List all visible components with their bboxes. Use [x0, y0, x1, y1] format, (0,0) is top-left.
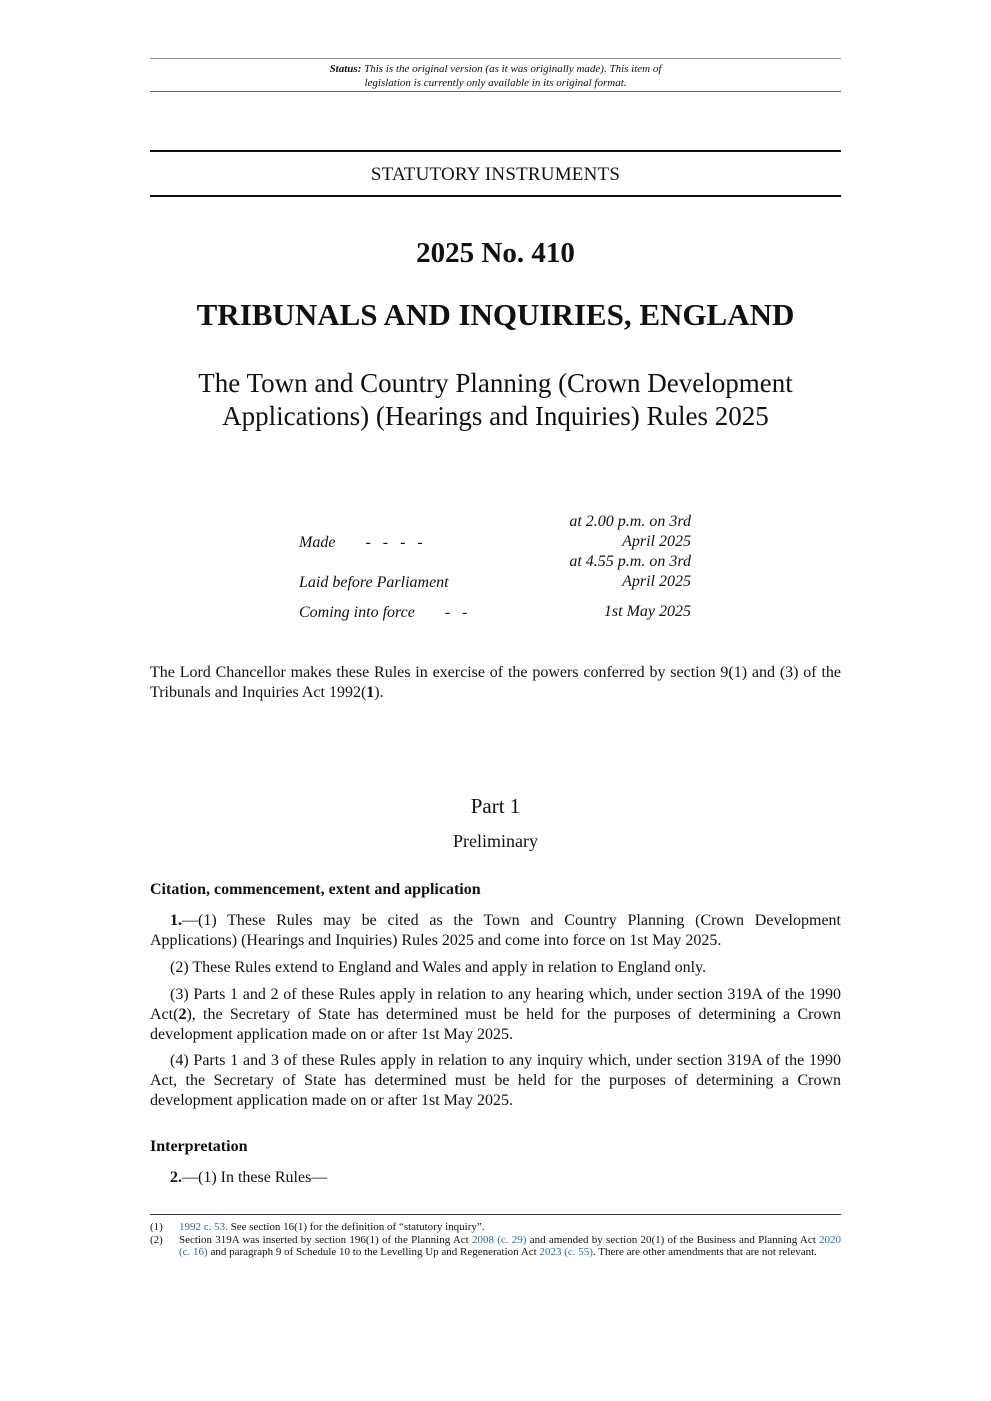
rule1-para4: (4) Parts 1 and 3 of these Rules apply in relation to any inquiry which, under section 319A of the 1990 Act, the Secretary of State has determined must be held for the purposes of determining a Crown development application made on or after 1st May 2025.: [150, 1052, 841, 1109]
status-label: Status:: [329, 63, 362, 75]
force-label: Coming into force - -: [299, 604, 468, 621]
series-heading: STATUTORY INSTRUMENTS: [150, 150, 841, 197]
footnote-2-mark: (2): [150, 1234, 163, 1246]
force-dashes: - -: [444, 604, 468, 621]
status-text: This is the original version (as it was originally made). This item of legislation is currently only available in its original format.: [364, 63, 662, 89]
laid-label: Laid before Parliament: [299, 574, 449, 591]
footnote-2: (2) Section 319A was inserted by section 196(1) of the Planning Act 2008 (c. 29) and amended by section 20(1) of the Business and Planning Act 2020 (c. 16) and paragraph 9 of Schedule 10 to the Levelling Up and Regeneration Act 2023 (c. 55). There are other amendments that are not relevant.: [150, 1234, 842, 1258]
footnote-1: (1) 1992 c. 53. See section 16(1) for the definition of “statutory inquiry”.: [150, 1221, 485, 1233]
footnote-2-link-2008[interactable]: 2008 (c. 29): [471, 1234, 527, 1246]
subject-heading: TRIBUNALS AND INQUIRIES, ENGLAND: [196, 297, 795, 332]
footnote-ref-2[interactable]: 2: [178, 1006, 187, 1023]
title-line-1: The Town and Country Planning (Crown Development: [198, 368, 793, 398]
rule2-para1: 2.—(1) In these Rules—: [170, 1169, 328, 1186]
rule1-para1: 1.—(1) These Rules may be cited as the Town and Country Planning (Crown Development Applications) (Hearings and Inquiries) Rules 2025 and come into force on 1st May 2025.: [150, 912, 841, 949]
status-banner: [150, 58, 841, 92]
force-value: 1st May 2025: [603, 603, 691, 620]
footnote-2-link-2023[interactable]: 2023 (c. 55): [539, 1246, 593, 1258]
instrument-title: [150, 367, 841, 433]
force-row: [299, 592, 691, 622]
si-number: 2025 No. 410: [416, 237, 575, 269]
made-label: Made - - - -: [299, 534, 423, 551]
rule1-para2: (2) These Rules extend to England and Wales and apply in relation to England only.: [170, 959, 707, 976]
part-subtitle: Preliminary: [453, 831, 538, 851]
footnote-ref-1[interactable]: 1: [366, 684, 375, 701]
footnote-2-link-2020[interactable]: 2020 (c. 16): [179, 1234, 842, 1258]
made-dashes: - - - -: [365, 534, 423, 551]
rule2-heading: Interpretation: [150, 1138, 248, 1155]
rule1-heading: Citation, commencement, extent and application: [150, 881, 481, 898]
made-row: [299, 512, 691, 552]
laid-row: [299, 552, 691, 592]
footnote-1-mark: (1): [150, 1221, 163, 1233]
rule1-para3: (3) Parts 1 and 2 of these Rules apply in relation to any hearing which, under section 319A of the 1990 Act(2), the Secretary of State has determined must be held for the purposes of determining a Crown development application made on or after 1st May 2025.: [150, 986, 841, 1043]
footnote-1-link[interactable]: 1992 c. 53.: [179, 1221, 228, 1233]
preamble: The Lord Chancellor makes these Rules in exercise of the powers conferred by section 9(1) and (3) of the Tribunals and Inquiries Act 1992(1).: [150, 664, 841, 701]
laid-value: at 4.55 p.m. on 3rd April 2025: [569, 553, 691, 590]
title-line-2: Applications) (Hearings and Inquiries) Rules 2025: [222, 401, 769, 431]
dates-table: [299, 512, 691, 622]
part-title: Part 1: [470, 794, 521, 818]
footnote-divider: [150, 1214, 841, 1215]
made-value: at 2.00 p.m. on 3rd April 2025: [569, 513, 691, 550]
